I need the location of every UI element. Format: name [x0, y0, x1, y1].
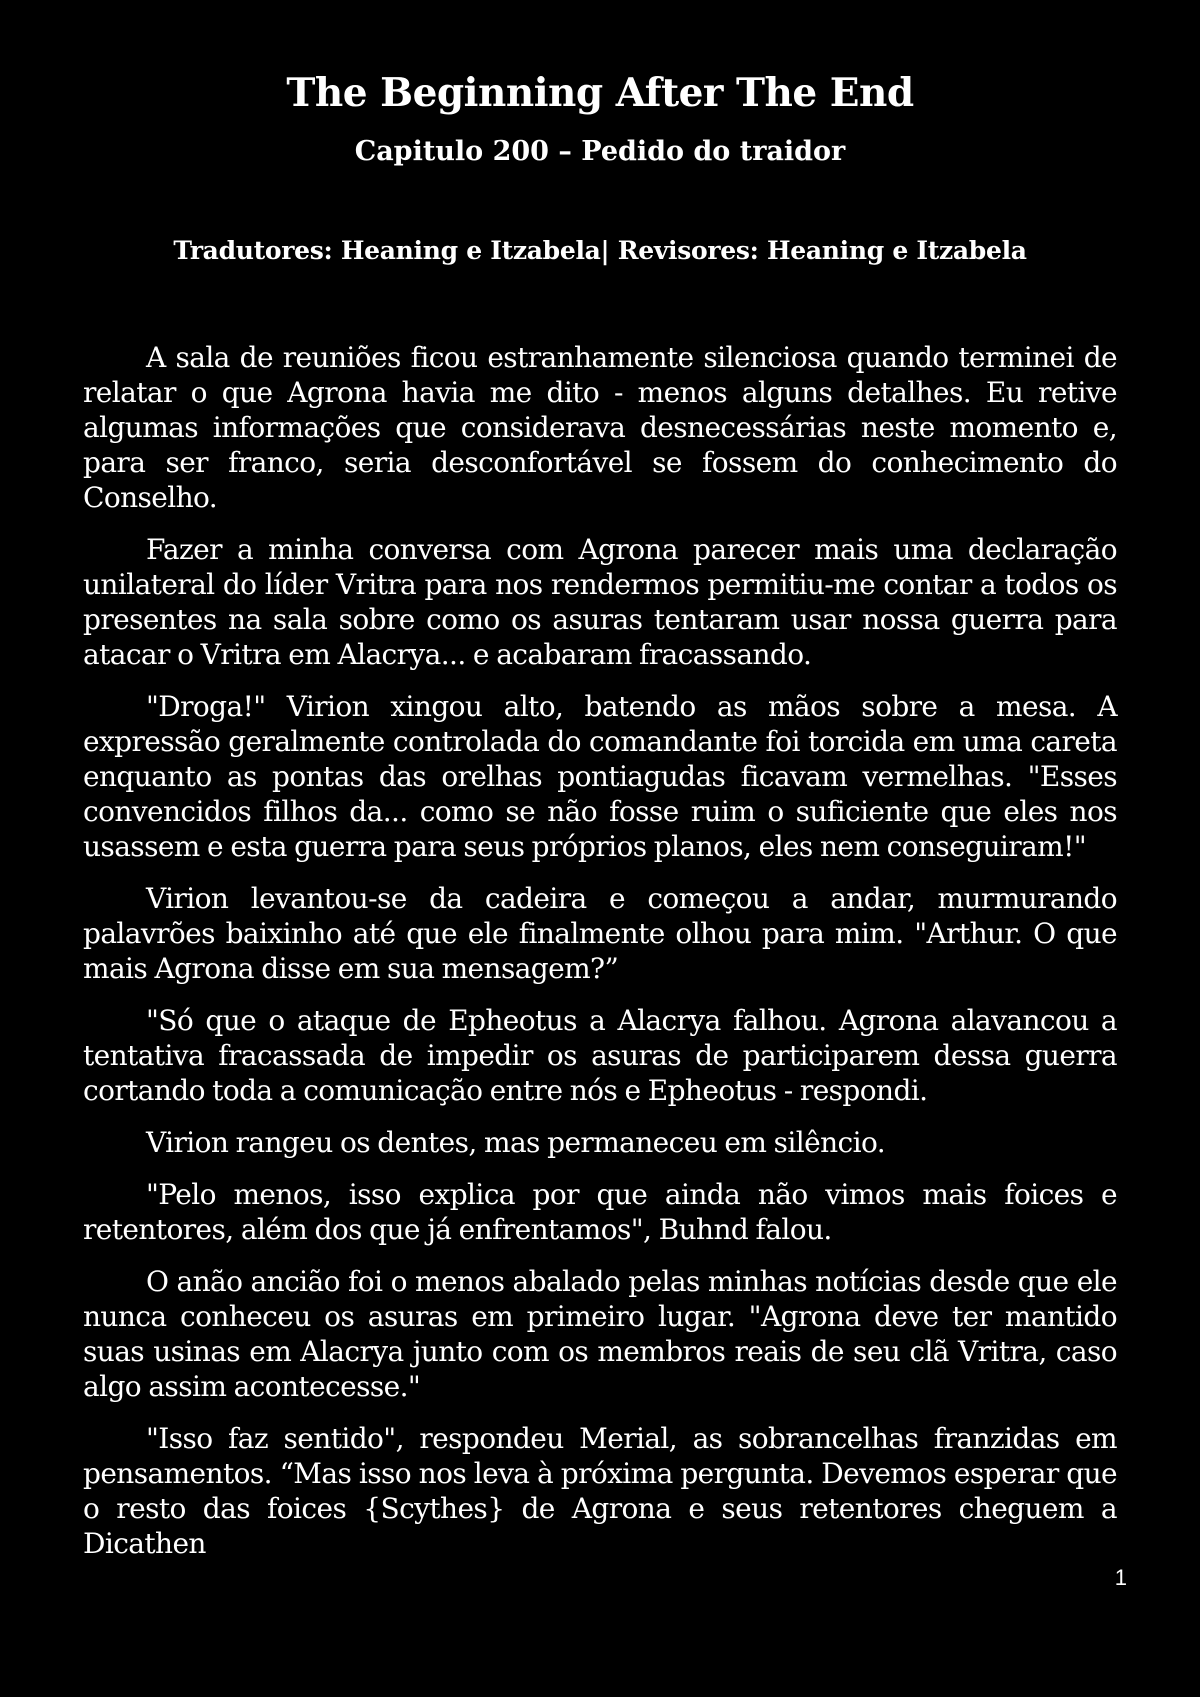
- paragraph: A sala de reuniões ficou estranhamente silenciosa quando terminei de relatar o que Agrona havia me dito - menos alguns detalhes. Eu retive algumas informações que considerava desnecessárias neste momento e, para ser franco, seria desconfortável se fossem do conhecimento do Conselho.: [83, 341, 1117, 514]
- paragraph: "Droga!" Virion xingou alto, batendo as mãos sobre a mesa. A expressão geralmente controlada do comandante foi torcida em uma careta enquanto as pontas das orelhas pontiagudas ficavam vermelhas. "Esses convencidos filhos da... como se não fosse ruim o suficiente que eles nos usassem e esta guerra para seus próprios planos, eles nem conseguiram!": [83, 690, 1117, 863]
- paragraph: Fazer a minha conversa com Agrona parecer mais uma declaração unilateral do líder Vritra para nos rendermos permitiu-me contar a todos os presentes na sala sobre como os asuras tentaram usar nossa guerra para atacar o Vritra em Alacrya... e acabaram fracassando.: [83, 533, 1117, 671]
- translator-credits: Tradutores: Heaning e Itzabela| Revisores: Heaning e Itzabela: [173, 236, 1027, 265]
- book-title: The Beginning After The End: [286, 70, 914, 116]
- page-number: 1: [1114, 1565, 1127, 1590]
- paragraph: "Pelo menos, isso explica por que ainda não vimos mais foices e retentores, além dos que já enfrentamos", Buhnd falou.: [83, 1178, 1117, 1246]
- chapter-body: [83, 340, 1117, 1578]
- chapter-title: Capitulo 200 – Pedido do traidor: [354, 136, 846, 167]
- paragraph: "Só que o ataque de Epheotus a Alacrya falhou. Agrona alavancou a tentativa fracassada de impedir os asuras de participarem dessa guerra cortando toda a comunicação entre nós e Epheotus - respondi.: [83, 1004, 1117, 1107]
- paragraph: "Isso faz sentido", respondeu Merial, as sobrancelhas franzidas em pensamentos. “Mas isso nos leva à próxima pergunta. Devemos esperar que o resto das foices {Scythes} de Agrona e seus retentores cheguem a Dicathen: [83, 1422, 1117, 1560]
- paragraph: O anão ancião foi o menos abalado pelas minhas notícias desde que ele nunca conheceu os asuras em primeiro lugar. "Agrona deve ter mantido suas usinas em Alacrya junto com os membros reais de seu clã Vritra, caso algo assim acontecesse.": [83, 1265, 1117, 1403]
- paragraph: Virion rangeu os dentes, mas permaneceu em silêncio.: [146, 1126, 886, 1159]
- paragraph: Virion levantou-se da cadeira e começou a andar, murmurando palavrões baixinho até que ele finalmente olhou para mim. "Arthur. O que mais Agrona disse em sua mensagem?”: [83, 882, 1117, 985]
